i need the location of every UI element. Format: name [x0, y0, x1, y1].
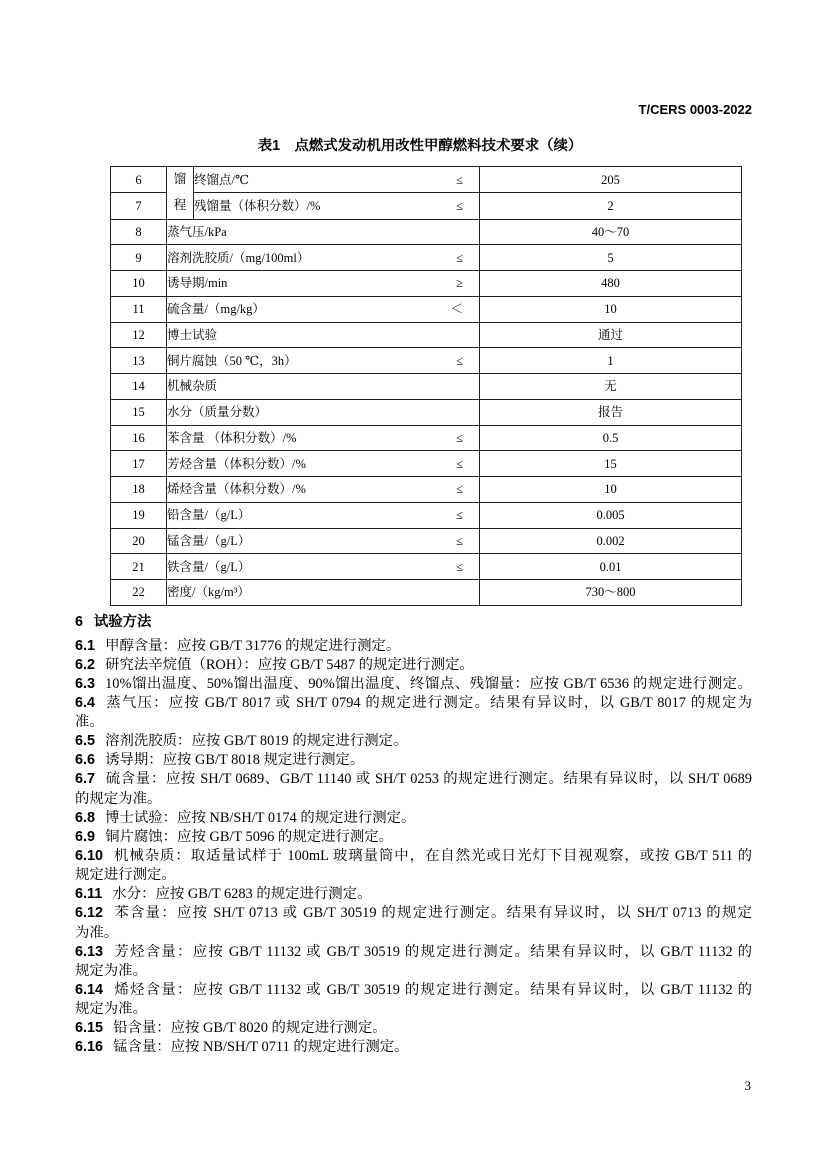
clause-6-15: [75, 1019, 752, 1038]
test-item-cell: [194, 193, 480, 219]
clause-6-4: [75, 694, 752, 732]
limit-operator: ≤: [456, 198, 463, 213]
clause-text: 铅含量：应按 GB/T 8020 的规定进行测定。: [113, 1020, 387, 1037]
clause-number: 6.16: [75, 1039, 104, 1056]
clause-text: 机械杂质：取适量试样于 100mL 玻璃量筒中，在自然光或日光灯下目视观察，或按 GB/T 511 的: [113, 848, 752, 865]
limit-value: 0.002: [480, 528, 742, 554]
row-number: 21: [111, 554, 167, 580]
clause-text: 准。: [75, 714, 104, 731]
row-number: 10: [111, 271, 167, 297]
row-number: 17: [111, 451, 167, 477]
clause-6-12: [75, 904, 752, 942]
clause-number: 6.2: [75, 656, 96, 673]
spec-table: [110, 166, 742, 606]
table-row: [111, 219, 742, 245]
clause-6-13: [75, 943, 752, 981]
clause-text: 烯烃含量：应按 GB/T 11132 或 GB/T 30519 的规定进行测定。结果有异议时，以 GB/T 11132 的: [113, 982, 752, 999]
clause-text: 甲醇含量：应按 GB/T 31776 的规定进行测定。: [105, 637, 401, 654]
test-item: 蒸气压/kPa: [167, 224, 227, 239]
test-item: 溶剂洗胶质/（mg/100ml）: [167, 250, 310, 265]
table-row: [111, 193, 742, 219]
limit-value: 15: [480, 451, 742, 477]
limit-value: 通过: [480, 322, 742, 348]
clause-6-2: [75, 656, 752, 675]
clause-line: [75, 732, 752, 751]
table-row: [111, 348, 742, 374]
limit-operator: ≤: [456, 172, 463, 187]
clause-number: 6.4: [75, 694, 96, 711]
clause-text: 规定进行测定。: [75, 867, 176, 884]
section-heading: [75, 613, 151, 631]
section-title-text: 试验方法: [93, 614, 152, 630]
limit-value: 10: [480, 477, 742, 503]
limit-value: 40～70: [480, 219, 742, 245]
table-row: [111, 425, 742, 451]
limit-value: 0.01: [480, 554, 742, 580]
table-row: [111, 167, 742, 193]
clause-number: 6.12: [75, 905, 104, 922]
clause-number: 6.10: [75, 848, 104, 865]
table-title: [100, 137, 740, 155]
limit-value: 730～800: [480, 580, 742, 606]
test-item: 烯烃含量（体积分数）/%: [167, 482, 306, 497]
table-row: [111, 451, 742, 477]
test-item-cell: [167, 528, 480, 554]
clause-6-11: [75, 885, 752, 904]
test-item-cell: [167, 322, 480, 348]
clause-line: [75, 981, 752, 1000]
test-item: 诱导期/min: [167, 276, 228, 291]
group-label: 馏程: [173, 172, 187, 212]
row-number: 15: [111, 399, 167, 425]
table-row: [111, 502, 742, 528]
test-item-cell: [167, 477, 480, 503]
limit-operator: ≤: [456, 250, 463, 265]
row-number: 22: [111, 580, 167, 606]
clause-line: [75, 770, 752, 789]
clause-number: 6.13: [75, 943, 104, 960]
clause-text: 铜片腐蚀：应按 GB/T 5096 的规定进行测定。: [105, 828, 394, 845]
row-number: 8: [111, 219, 167, 245]
test-item: 水分（质量分数）: [167, 405, 268, 420]
clause-text: 诱导期：应按 GB/T 8018 规定进行测定。: [105, 752, 365, 769]
test-item: 锰含量/（g/L）: [167, 533, 251, 548]
clause-line: [75, 943, 752, 962]
clause-number: 6.1: [75, 637, 96, 654]
limit-operator: ≤: [456, 482, 463, 497]
limit-operator: ≤: [456, 508, 463, 523]
test-item: 机械杂质: [167, 379, 218, 394]
test-method-clauses: [75, 637, 752, 1058]
test-item-cell: [167, 348, 480, 374]
table-row: [111, 528, 742, 554]
clause-line: [75, 675, 752, 694]
table-row: [111, 580, 742, 606]
row-number: 18: [111, 477, 167, 503]
limit-operator: ≤: [456, 559, 463, 574]
clause-line: [75, 847, 752, 866]
table-row: [111, 554, 742, 580]
clause-6-3: [75, 675, 752, 694]
table-row: [111, 322, 742, 348]
limit-value: 无: [480, 374, 742, 400]
test-item-cell: [167, 502, 480, 528]
clause-number: 6.6: [75, 752, 96, 769]
limit-operator: ≤: [456, 456, 463, 471]
row-number: 16: [111, 425, 167, 451]
clause-line: [75, 694, 752, 713]
limit-value: 10: [480, 296, 742, 322]
limit-operator: ≤: [456, 430, 463, 445]
row-number: 9: [111, 245, 167, 271]
clause-line: [75, 828, 752, 847]
test-item: 硫含量/（mg/kg）: [167, 302, 265, 317]
row-number: 7: [111, 193, 167, 219]
clause-text: 规定为准。: [75, 1001, 147, 1018]
test-item: 铅含量/（g/L）: [167, 508, 251, 523]
row-number: 12: [111, 322, 167, 348]
clause-number: 6.5: [75, 733, 96, 750]
clause-number: 6.15: [75, 1020, 104, 1037]
test-item-cell: [167, 374, 480, 400]
table-number: 表1: [257, 138, 281, 154]
test-item: 芳烃含量（体积分数）/%: [167, 456, 306, 471]
table-row: [111, 374, 742, 400]
clause-text: 研究法辛烷值（ROH）：应按 GB/T 5487 的规定进行测定。: [105, 656, 474, 673]
test-item: 密度/（kg/m³）: [167, 585, 250, 600]
clause-text: 苯含量：应按 SH/T 0713 或 GB/T 30519 的规定进行测定。结果有异议时，以 SH/T 0713 的规定: [113, 905, 752, 922]
clause-number: 6.14: [75, 982, 104, 999]
clause-line: [75, 885, 752, 904]
page-number: 3: [744, 1078, 751, 1093]
clause-text: 溶剂洗胶质：应按 GB/T 8019 的规定进行测定。: [105, 733, 408, 750]
clause-line: [75, 1019, 752, 1038]
table-title-text: 点燃式发动机用改性甲醇燃料技术要求（续）: [294, 138, 583, 154]
clause-line-continued: [75, 713, 752, 732]
test-item-cell: [194, 167, 480, 193]
clause-line-continued: [75, 866, 752, 885]
clause-number: 6.7: [75, 771, 96, 788]
clause-line: [75, 809, 752, 828]
clause-text: 10%馏出温度、50%馏出温度、90%馏出温度、终馏点、残馏量：应按 GB/T 6536 的规定进行测定。: [105, 675, 752, 692]
test-item-cell: [167, 451, 480, 477]
table-row: [111, 245, 742, 271]
clause-6-16: [75, 1038, 752, 1057]
table-row: [111, 296, 742, 322]
clause-number: 6.9: [75, 828, 96, 845]
row-number: 6: [111, 167, 167, 193]
clause-6-10: [75, 847, 752, 885]
test-item: 铜片腐蚀（50 ℃，3h）: [167, 353, 297, 368]
test-item-cell: [167, 580, 480, 606]
clause-text: 蒸气压：应按 GB/T 8017 或 SH/T 0794 的规定进行测定。结果有异议时，以 GB/T 8017 的规定为: [105, 694, 752, 711]
row-number: 20: [111, 528, 167, 554]
clause-6-6: [75, 751, 752, 770]
clause-6-9: [75, 828, 752, 847]
clause-line-continued: [75, 924, 752, 943]
test-item: 铁含量/（g/L）: [167, 559, 251, 574]
test-item-cell: [167, 219, 480, 245]
clause-line-continued: [75, 1000, 752, 1019]
clause-line: [75, 656, 752, 675]
limit-operator: ≥: [456, 276, 463, 291]
clause-6-7: [75, 770, 752, 808]
table-row: [111, 271, 742, 297]
test-item-cell: [167, 245, 480, 271]
clause-text: 芳烃含量：应按 GB/T 11132 或 GB/T 30519 的规定进行测定。结果有异议时，以 GB/T 11132 的: [113, 943, 752, 960]
clause-6-8: [75, 809, 752, 828]
limit-operator: ≤: [456, 353, 463, 368]
limit-value: 2: [480, 193, 742, 219]
test-item-cell: [167, 271, 480, 297]
clause-text: 的规定为准。: [75, 790, 162, 807]
table-row: [111, 477, 742, 503]
clause-number: 6.3: [75, 675, 96, 692]
clause-text: 为准。: [75, 924, 119, 941]
limit-value: 5: [480, 245, 742, 271]
limit-operator: ≤: [456, 533, 463, 548]
test-item-cell: [167, 399, 480, 425]
clause-line-continued: [75, 962, 752, 981]
table-row: [111, 399, 742, 425]
clause-6-14: [75, 981, 752, 1019]
limit-operator: ＜: [450, 302, 463, 317]
test-item: 苯含量 （体积分数）/%: [167, 430, 297, 445]
row-number: 13: [111, 348, 167, 374]
row-number: 14: [111, 374, 167, 400]
clause-text: 锰含量：应按 NB/SH/T 0711 的规定进行测定。: [113, 1039, 409, 1056]
group-label-cell: [167, 167, 194, 220]
row-number: 19: [111, 502, 167, 528]
limit-value: 1: [480, 348, 742, 374]
row-number: 11: [111, 296, 167, 322]
limit-value: 报告: [480, 399, 742, 425]
test-item: 终馏点/℃: [194, 172, 249, 187]
clause-6-1: [75, 637, 752, 656]
test-item: 残馏量（体积分数）/%: [194, 198, 321, 213]
section-number: 6: [75, 614, 84, 630]
clause-number: 6.8: [75, 809, 96, 826]
clause-line: [75, 904, 752, 923]
limit-value: 205: [480, 167, 742, 193]
test-item: 博士试验: [167, 327, 218, 342]
limit-value: 0.005: [480, 502, 742, 528]
limit-value: 480: [480, 271, 742, 297]
clause-text: 水分：应按 GB/T 6283 的规定进行测定。: [112, 886, 372, 903]
test-item-cell: [167, 296, 480, 322]
clause-6-5: [75, 732, 752, 751]
clause-text: 规定为准。: [75, 962, 147, 979]
clause-line-continued: [75, 790, 752, 809]
clause-number: 6.11: [75, 886, 103, 903]
clause-line: [75, 637, 752, 656]
clause-line: [75, 1038, 752, 1057]
limit-value: 0.5: [480, 425, 742, 451]
clause-text: 硫含量：应按 SH/T 0689、GB/T 11140 或 SH/T 0253 的规定进行测定。结果有异议时，以 SH/T 0689: [105, 771, 752, 788]
test-item-cell: [167, 554, 480, 580]
test-item-cell: [167, 425, 480, 451]
clause-line: [75, 751, 752, 770]
clause-text: 博士试验：应按 NB/SH/T 0174 的规定进行测定。: [105, 809, 416, 826]
document-code: T/CERS 0003-2022: [638, 102, 752, 117]
